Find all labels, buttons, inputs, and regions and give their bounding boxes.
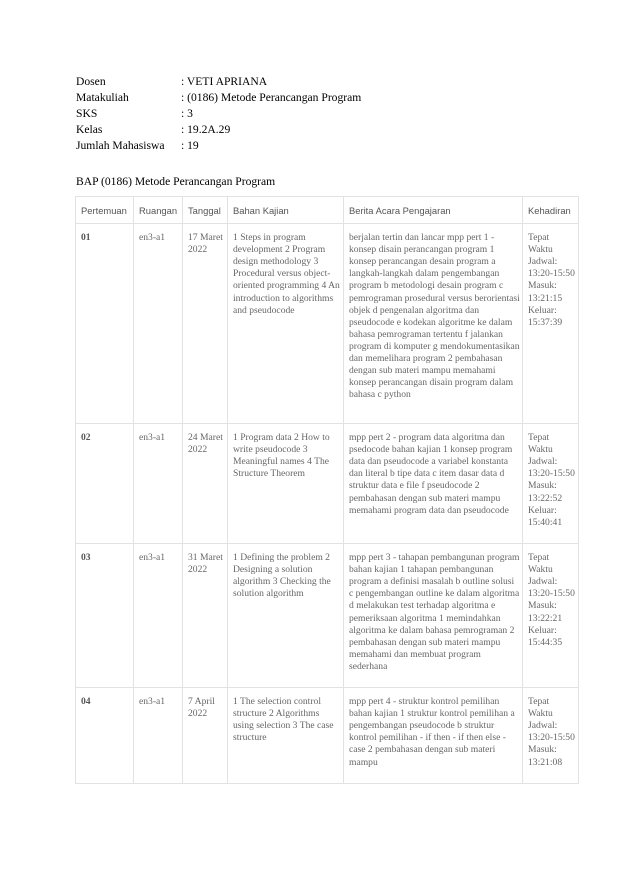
info-row-sks [76, 106, 436, 122]
bahan-kajian-cell: 1 Steps in program development 2 Program design methodology 3 Procedural versus object-oriented programming 4 An introduction to algorithms and pseudocode [228, 224, 344, 424]
info-value: : 19 [181, 139, 199, 152]
tanggal-cell: 17 Maret 2022 [183, 224, 228, 424]
info-label: Kelas [76, 123, 103, 136]
kehadiran-cell: Tepat Waktu Jadwal: 13:20-15:50 Masuk: 13:22:21 Keluar: 15:44:35 [523, 544, 579, 688]
pertemuan-cell: 01 [76, 224, 134, 424]
pertemuan-cell: 04 [76, 688, 134, 784]
table-row [76, 688, 579, 784]
column-header-bahan-kajian: Bahan Kajian [228, 197, 344, 224]
info-row-matakuliah [76, 90, 436, 106]
bahan-kajian-cell: 1 Defining the problem 2 Designing a solution algorithm 3 Checking the solution algorithm [228, 544, 344, 688]
table-header-row [76, 197, 579, 224]
bahan-kajian-cell: 1 Program data 2 How to write pseudocode 3 Meaningful names 4 The Structure Theorem [228, 424, 344, 544]
info-label: Dosen [76, 75, 106, 88]
tanggal-cell: 31 Maret 2022 [183, 544, 228, 688]
info-row-jumlah-mahasiswa [76, 138, 436, 154]
pertemuan-cell: 02 [76, 424, 134, 544]
info-value: : (0186) Metode Perancangan Program [181, 91, 362, 104]
pertemuan-cell: 03 [76, 544, 134, 688]
ruangan-cell: en3-a1 [134, 424, 183, 544]
info-label: SKS [76, 107, 98, 120]
kehadiran-cell: Tepat Waktu Jadwal: 13:20-15:50 Masuk: 13:21:15 Keluar: 15:37:39 [523, 224, 579, 424]
bap-title: BAP (0186) Metode Perancangan Program [76, 175, 276, 188]
ruangan-cell: en3-a1 [134, 688, 183, 784]
berita-acara-cell: mpp pert 4 - struktur kontrol pemilihan bahan kajian 1 struktur kontrol pemilihan a pengembangan pseudocode b struktur kontrol pemilihan - if then - if then else - case 2 pembahasan dengan sub materi mampu [344, 688, 523, 784]
column-header-kehadiran: Kehadiran [523, 197, 579, 224]
column-header-pertemuan: Pertemuan [76, 197, 134, 224]
column-header-ruangan: Ruangan [134, 197, 183, 224]
info-label: Jumlah Mahasiswa [76, 139, 165, 152]
info-value: : 19.2A.29 [181, 123, 231, 136]
info-value: : VETI APRIANA [181, 75, 268, 88]
info-label: Matakuliah [76, 91, 129, 104]
berita-acara-cell: mpp pert 2 - program data algoritma dan psedocode bahan kajian 1 konsep program data dan pseudocode a variabel konstanta dan literal b tipe data c item dasar data d struktur data e file f pseudocode 2 pembahasan dengan sub materi mampu memahami program data dan pseudocode [344, 424, 523, 544]
info-row-dosen [76, 74, 436, 90]
column-header-tanggal: Tanggal [183, 197, 228, 224]
tanggal-cell: 7 April 2022 [183, 688, 228, 784]
table-row [76, 424, 579, 544]
berita-acara-cell: mpp pert 3 - tahapan pembangunan program bahan kajian 1 tahapan pembangunan program a definisi masalah b outline solusi c pengembangan outline ke dalam algoritma d melakukan test terhadap algoritma e pemeriksaan algoritma 1 memindahkan algoritma ke dalam bahasa pemrograman 2 pembahasan dengan sub materi mampu memahami dan membuat program sederhana [344, 544, 523, 688]
table-row [76, 544, 579, 688]
kehadiran-cell: Tepat Waktu Jadwal: 13:20-15:50 Masuk: 13:21:08 [523, 688, 579, 784]
column-header-berita-acara: Berita Acara Pengajaran [344, 197, 523, 224]
ruangan-cell: en3-a1 [134, 224, 183, 424]
tanggal-cell: 24 Maret 2022 [183, 424, 228, 544]
bahan-kajian-cell: 1 The selection control structure 2 Algorithms using selection 3 The case structure [228, 688, 344, 784]
lecturer-info-table [76, 74, 436, 154]
kehadiran-cell: Tepat Waktu Jadwal: 13:20-15:50 Masuk: 13:22:52 Keluar: 15:40:41 [523, 424, 579, 544]
ruangan-cell: en3-a1 [134, 544, 183, 688]
bap-table [75, 196, 579, 784]
info-row-kelas [76, 122, 436, 138]
table-row [76, 224, 579, 424]
berita-acara-cell: berjalan tertin dan lancar mpp pert 1 - konsep disain perancangan program 1 konsep perancangan desain program a langkah-langkah dalam pengembangan program b metodologi desain program c pemrograman prosedural versus berorientasi objek d pengenalan algoritma dan pseudocode e kodekan algoritme ke dalam bahasa pemrograman tertentu f jalankan program di komputer g mendokumentasikan dan memelihara program 2 pembahasan dengan sub materi mampu memahami konsep perancangan disain program dalam bahasa c python [344, 224, 523, 424]
info-value: : 3 [181, 107, 193, 120]
